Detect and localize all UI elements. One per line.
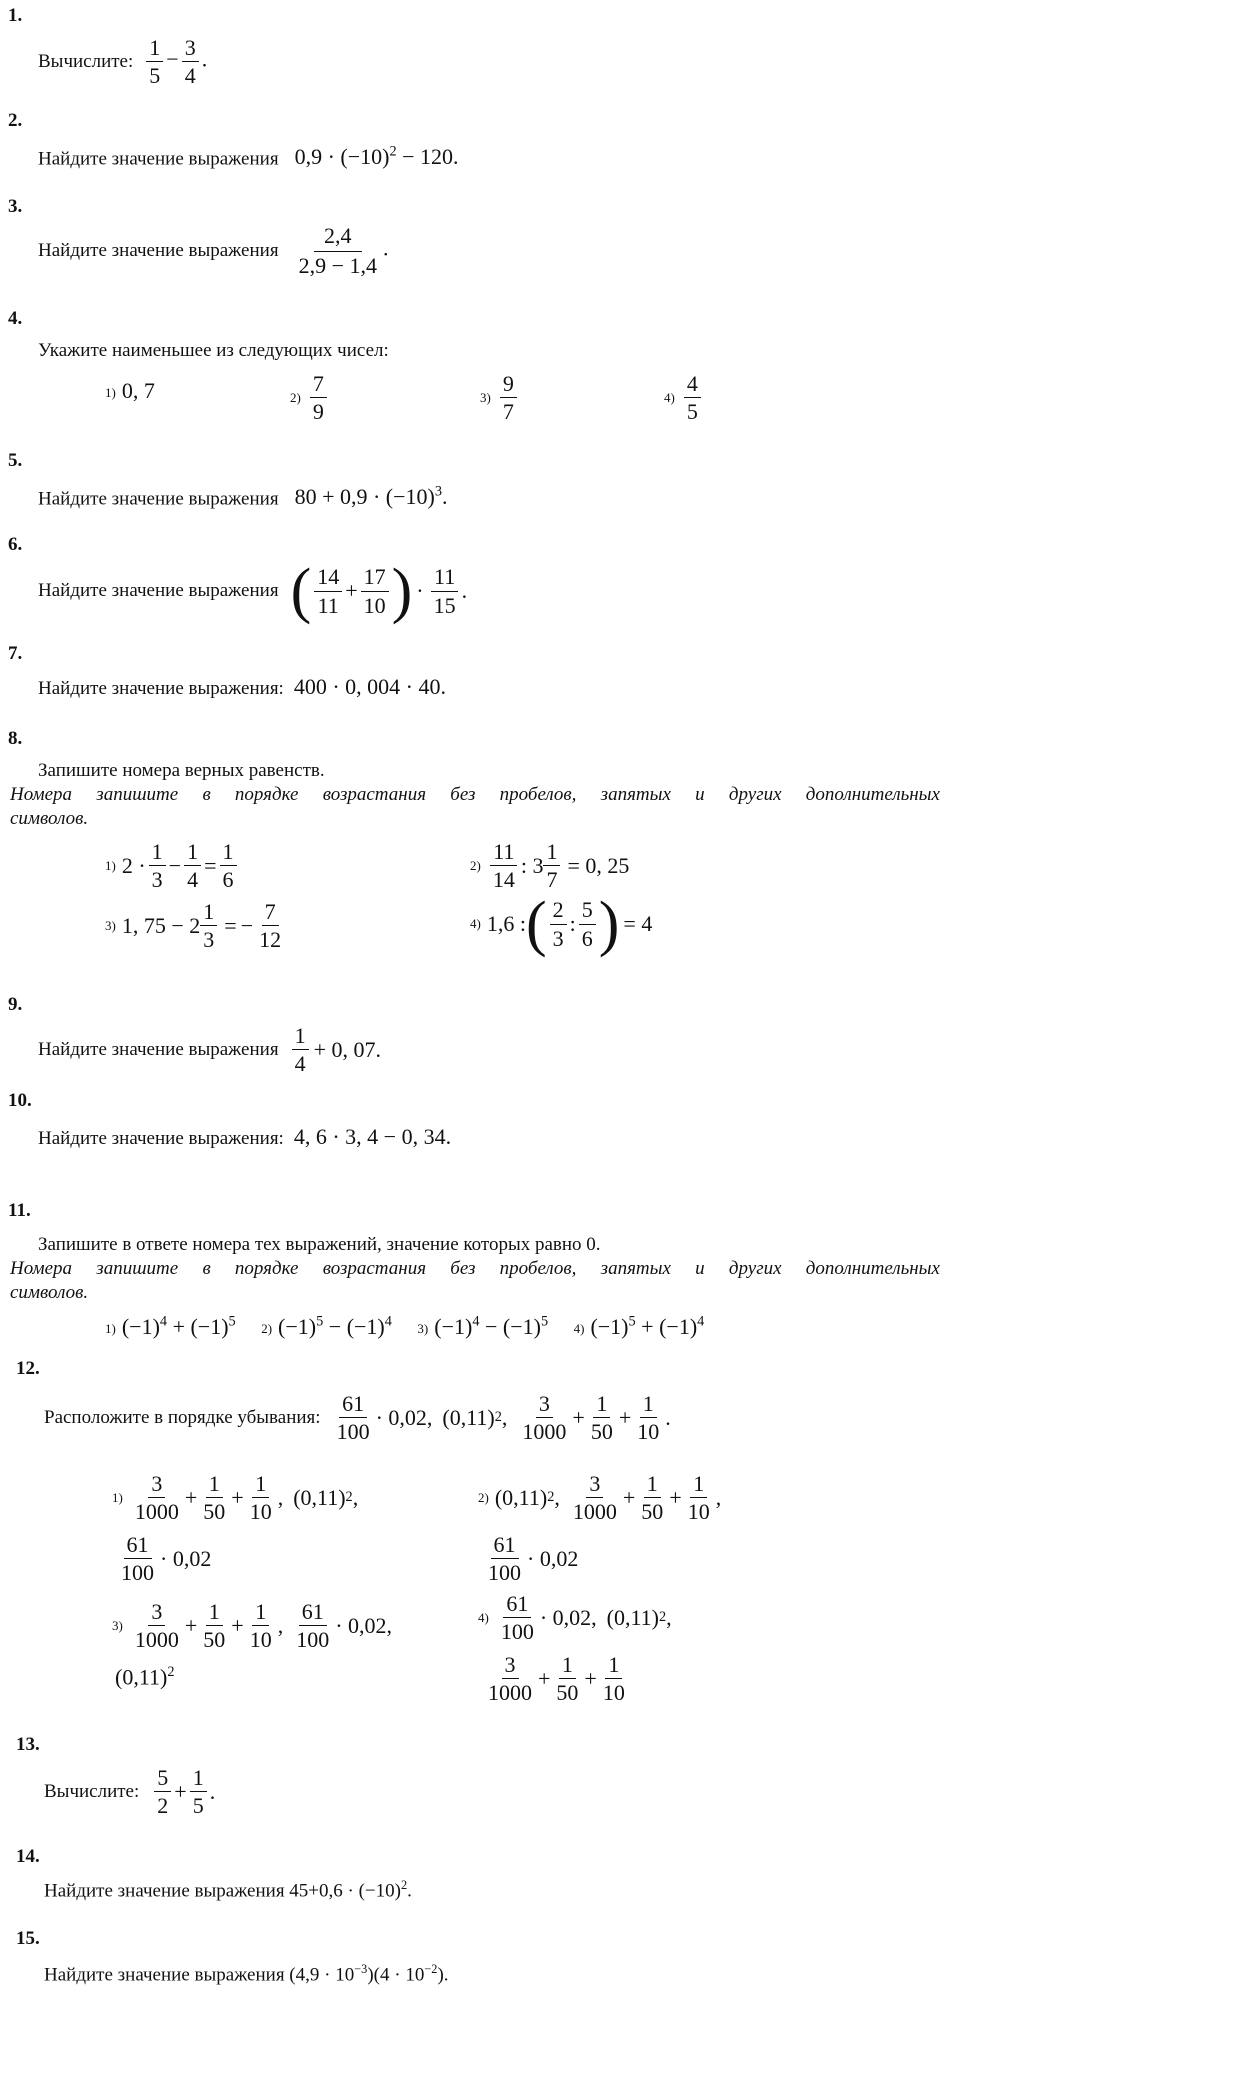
task-8-number: 8.	[8, 728, 23, 749]
task-5-text: Найдите значение выражения	[38, 488, 279, 510]
task-8-note-line-2: символов.	[10, 808, 89, 829]
task-8-note-line-1: Номера запишите в порядке возрастания без пробелов, запятых и других дополнительных	[10, 784, 940, 805]
task-2-number: 2.	[8, 110, 23, 131]
task-8-option-4: 4) 1,6 : ( $\frac{2}{3}$ : $\frac{5}{6}$ ) = 4	[470, 890, 653, 958]
task-4-option-4: 4) $\frac{4}{5}$	[664, 372, 704, 423]
task-11-number: 11.	[8, 1200, 31, 1221]
task-14-number: 14.	[16, 1846, 40, 1867]
task-7-expression: 400 · 0, 004 · 40.	[293, 674, 446, 699]
task-6-text: Найдите значение выражения	[38, 580, 279, 601]
task-12-number: 12.	[16, 1358, 40, 1379]
fraction: $\frac{2,4}{2,9 - 1,4}$	[298, 223, 377, 279]
fraction: $\frac{7}{9}$	[310, 372, 327, 423]
task-15-number: 15.	[16, 1928, 40, 1949]
task-12-option-1: 1) $\frac{3}{1000}$ + $\frac{1}{50}$ + $\frac{1}{10}$ , (0,11) 2 ,	[112, 1471, 359, 1525]
task-12-option-4: 4) $\frac{61}{100}$ · 0,02, (0,11) 2 ,	[478, 1591, 672, 1645]
task-4-option-3: 3) $\frac{9}{7}$	[480, 372, 520, 423]
task-9-number: 9.	[8, 994, 23, 1015]
task-10-text: Найдите значение выражения:	[38, 1128, 284, 1149]
task-7-number: 7.	[8, 643, 23, 664]
task-2	[38, 144, 459, 170]
task-11-option-3: 3) $(-1)^4 - (-1)^5$	[417, 1314, 549, 1340]
task-8-text: Запишите номера верных равенств.	[38, 760, 325, 781]
task-13-number: 13.	[16, 1734, 40, 1755]
fraction: $\frac{14}{11}$	[314, 565, 342, 616]
fraction: $\frac{1}{5}$	[146, 36, 163, 87]
task-11-note-line-2: символов.	[10, 1282, 89, 1303]
fraction: $\frac{11}{15}$	[431, 565, 459, 616]
task-14: Найдите значение выражения $45+0,6 \cdot (-10)^2$.	[44, 1878, 412, 1902]
task-3-text: Найдите значение выражения	[38, 239, 279, 261]
task-1-text: Вычислите:	[38, 50, 134, 72]
task-4-number: 4.	[8, 308, 23, 329]
task-2-expression: $0,9 \cdot (-10)^2 - 120$.	[294, 144, 459, 170]
task-5	[38, 484, 448, 510]
task-8-option-3: 3) 1, 75 − 2 $\frac{1}{3}$ = − $\frac{7}{12}$	[105, 899, 282, 953]
fraction: $\frac{4}{5}$	[684, 372, 701, 423]
task-12-text: Расположите в порядке убывания:	[44, 1406, 321, 1428]
task-12-option-4-cont: $\frac{3}{1000}$ + $\frac{1}{50}$ + $\frac{1}{10}$	[488, 1652, 625, 1706]
task-12-option-2: 2) (0,11) 2 , $\frac{3}{1000}$ + $\frac{1}{50}$ + $\frac{1}{10}$ ,	[478, 1471, 722, 1525]
task-5-expression: $80 + 0,9 \cdot (-10)^3$.	[294, 484, 448, 510]
task-12-option-1-cont: $\frac{61}{100}$ · 0,02	[121, 1532, 212, 1586]
task-11-option-2: 2) $(-1)^5 - (-1)^4$	[261, 1314, 392, 1340]
task-8-option-1: 1) 2 · $\frac{1}{3}$ − $\frac{1}{4}$ = $\frac{1}{6}$	[105, 840, 240, 891]
task-11-note-line-1: Номера запишите в порядке возрастания без пробелов, запятых и других дополнительных	[10, 1258, 940, 1279]
task-12-option-2-cont: $\frac{61}{100}$ · 0,02	[488, 1532, 579, 1586]
task-1-number: 1.	[8, 5, 23, 26]
task-12-option-3-cont: $(0,11)^2$	[115, 1664, 175, 1690]
task-1: Вычислите: $\frac{1}{5}$ − $\frac{3}{4}$ .	[38, 35, 208, 89]
task-11-text: Запишите в ответе номера тех выражений, значение которых равно 0.	[38, 1234, 601, 1255]
task-4-option-2: 2) $\frac{7}{9}$	[290, 372, 330, 423]
task-5-number: 5.	[8, 450, 23, 471]
task-12: Расположите в порядке убывания: $\frac{61}{100}$ · 0,02, (0,11) 2 , $\frac{3}{1000}$ + $\frac{1}{50}$ + $\frac{1}{10}$ .	[44, 1391, 671, 1445]
task-6-number: 6.	[8, 534, 23, 555]
task-3: Найдите значение выражения $\frac{2,4}{2,9 - 1,4}$ .	[38, 223, 389, 279]
task-9-text: Найдите значение выражения	[38, 1038, 279, 1060]
task-2-text: Найдите значение выражения	[38, 148, 279, 170]
task-13-text: Вычислите:	[44, 1780, 140, 1802]
task-3-number: 3.	[8, 196, 23, 217]
fraction: $\frac{3}{4}$	[182, 36, 199, 87]
task-7	[38, 674, 446, 700]
task-11-option-4: 4) $(-1)^5 + (-1)^4$	[573, 1314, 705, 1340]
fraction: $\frac{9}{7}$	[500, 372, 517, 423]
task-15-text: Найдите значение выражения (4,9 · 10	[44, 1964, 355, 1986]
task-8-option-2: 2) $\frac{11}{14}$ : 3 $\frac{1}{7}$ = 0, 25	[470, 839, 630, 893]
task-10	[38, 1124, 451, 1150]
task-11-option-1: 1) $(-1)^4 + (-1)^5$	[105, 1314, 236, 1340]
task-7-text: Найдите значение выражения:	[38, 678, 284, 699]
task-10-expression: 4, 6 · 3, 4 − 0, 34.	[293, 1124, 452, 1149]
task-13: Вычислите: $\frac{5}{2}$ + $\frac{1}{5}$ .	[44, 1765, 216, 1819]
task-4-option-1: 1) 0, 7	[105, 378, 155, 403]
task-15: Найдите значение выражения $(4,9 \cdot 10^{-3})(4 \cdot 10^{-2})$.	[44, 1962, 449, 1986]
task-14-text: Найдите значение выражения 45+0,6 · (−10)	[44, 1880, 401, 1902]
task-6: Найдите значение выражения ( $\frac{14}{11}$ + $\frac{17}{10}$ ) · $\frac{11}{15}$ .	[38, 557, 468, 625]
task-11-options	[105, 1314, 704, 1340]
task-10-number: 10.	[8, 1090, 32, 1111]
task-9: Найдите значение выражения $\frac{1}{4}$ + 0, 07.	[38, 1023, 381, 1077]
task-4-text: Укажите наименьшее из следующих чисел:	[38, 340, 389, 361]
task-12-option-3: 3) $\frac{3}{1000}$ + $\frac{1}{50}$ + $\frac{1}{10}$ , $\frac{61}{100}$ · 0,02,	[112, 1599, 393, 1653]
fraction: $\frac{17}{10}$	[361, 565, 389, 616]
